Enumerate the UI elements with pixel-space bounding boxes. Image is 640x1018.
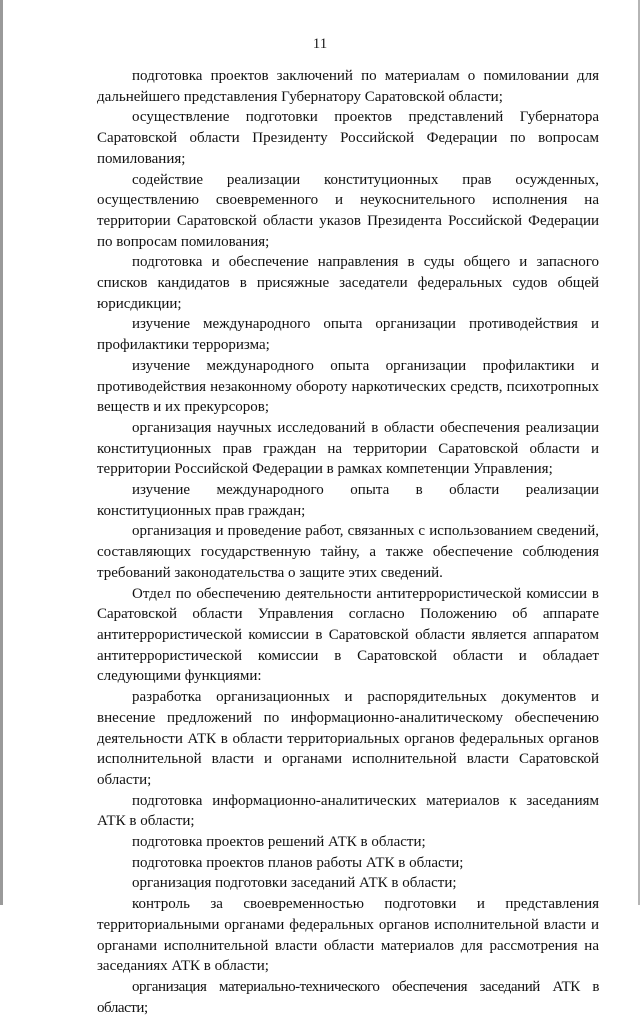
paragraph-jury-candidates: подготовка и обеспечение направления в суды общего и запасного списков кандидатов в присяжные заседатели федеральных судов общей юрисдикции; [97,254,599,312]
paragraph-atk-logistics: организация материально-технического обеспечения заседаний АТК в области; [97,978,599,1016]
paragraph-rights-experience: изучение международного опыта в области реализации конституционных прав граждан; [97,482,599,519]
document-body [97,66,599,1018]
paragraph-terrorism-experience: изучение международного опыта организации противодействия и профилактики терроризма; [97,316,599,354]
paragraph-atk-meetings: организация подготовки заседаний АТК в области; [132,875,457,892]
paragraph-scientific-research: организация научных исследований в области обеспечения реализации конституционных прав граждан на территории Саратовской области и территории Российской Федерации в рамках компетенции Управления; [97,419,599,478]
paragraph-state-secret: организация и проведение работ, связанных с использованием сведений, составляющих государственную тайну, а также обеспечение соблюдения требований законодательства о защите этих сведений. [97,523,599,581]
page-number: 11 [312,36,328,52]
paragraph-atk-decisions: подготовка проектов решений АТК в области; [132,834,426,851]
paragraph-atk-control: контроль за своевременностью подготовки и представления территориальными органами федеральных органов исполнительной власти и органами исполнительной власти области материалов для рассмотрения на заседаниях АТК в области; [97,896,599,975]
paragraph-atk-department: Отдел по обеспечению деятельности антитеррористической комиссии в Саратовской области Управления согласно Положению об аппарате антитеррористической комиссии в Саратовской области является аппаратом антитеррористической комиссии в Саратовской области и обладает следующими функциями: [97,585,599,685]
paragraph-narcotics-experience: изучение международного опыта организации профилактики и противодействия незаконному обороту наркотических средств, психотропных веществ и их прекурсоров; [97,357,599,416]
paragraph-atk-documents: разработка организационных и распорядительных документов и внесение предложений по информационно-аналитическому обеспечению деятельности АТК в области территориальных органов федеральных органов исполнительной власти и органами исполнительной власти Саратовской области; [97,689,599,788]
paragraph-convicts-rights: содействие реализации конституционных прав осужденных, осуществлению своевременного и неукоснительного исполнения на территории Саратовской области указов Президента Российской Федерации по вопросам помилования; [97,171,599,250]
paragraph-atk-plans: подготовка проектов планов работы АТК в области; [132,854,464,871]
scan-left-edge [0,0,3,905]
paragraph-pardon-submissions: осуществление подготовки проектов представлений Губернатора Саратовской области Президенту Российской Федерации по вопросам помилования; [97,109,599,167]
paragraph-atk-materials: подготовка информационно-аналитических материалов к заседаниям АТК в области; [97,792,599,830]
paragraph-pardon-conclusions: подготовка проектов заключений по материалам о помиловании для дальнейшего представления Губернатору Саратовской области; [97,68,599,105]
